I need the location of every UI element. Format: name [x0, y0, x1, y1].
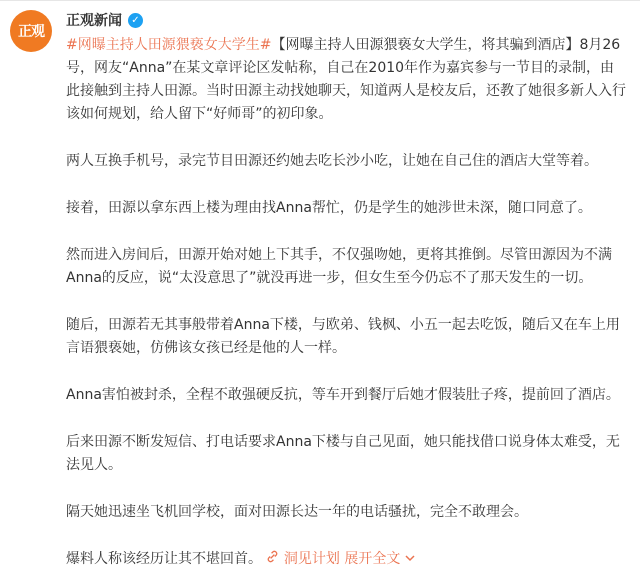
paragraph-intro [66, 34, 626, 126]
dongjian-plan-label: 洞见计划 [283, 551, 340, 567]
paragraph-5: 随后，田源若无其事般带着Anna下楼，与欧弟、钱枫、小五一起去吃饭，随后又在车上用言语猥亵她，仿佛该女孩已经是他的人一样。 [66, 317, 620, 356]
avatar[interactable] [10, 10, 52, 52]
chevron-down-icon [405, 553, 415, 563]
dongjian-plan-link[interactable] [266, 551, 344, 567]
paragraph-3: 接着，田源以拿东西上楼为理由找Anna帮忙，仍是学生的她涉世未深，随口同意了。 [66, 200, 592, 216]
post-content [66, 34, 626, 571]
paragraph-8: 隔天她迅速坐飞机回学校，面对田源长达一年的电话骚扰，完全不敢理会。 [66, 504, 528, 520]
post-header [66, 9, 143, 31]
paragraph-2: 两人互换手机号，录完节目田源还约她去吃长沙小吃，让她在自己住的酒店大堂等着。 [66, 153, 598, 169]
expand-full-text-button[interactable] [344, 551, 414, 567]
avatar-text: 正观 [18, 24, 44, 40]
paragraph-4: 然而进入房间后，田源开始对她上下其手，不仅强吻她，更将其推倒。尽管田源因为不满Anna的反应，说“太没意思了”就没再进一步，但女生至今仍忘不了那天发生的一切。 [66, 247, 612, 286]
username[interactable]: 正观新闻 [66, 13, 122, 29]
link-icon [266, 550, 279, 563]
topic-hashtag-link[interactable]: #网曝主持人田源猥亵女大学生# [66, 37, 272, 53]
intro-text: 【网曝主持人田源猥亵女大学生，将其骗到酒店】8月26号，网友“Anna”在某文章评论区发帖称，自己在2010年作为嘉宾参与一节目的录制，由此接触到主持人田源。当时田源主动找她聊天，知道两人是校友后，还教了她很多新人入行该如何规划，给人留下“好师哥”的初印象。 [66, 37, 626, 122]
closing-text: 爆料人称该经历让其不堪回首。 [66, 551, 262, 567]
paragraph-7: 后来田源不断发短信、打电话要求Anna下楼与自己见面，她只能找借口说身体太难受，无法见人。 [66, 434, 620, 473]
paragraph-6: Anna害怕被封杀，全程不敢强硬反抗，等车开到餐厅后她才假装肚子疼，提前回了酒店。 [66, 387, 620, 403]
expand-label: 展开全文 [344, 551, 401, 567]
verified-badge-icon: ✓ [128, 13, 143, 28]
paragraph-9 [66, 548, 626, 571]
